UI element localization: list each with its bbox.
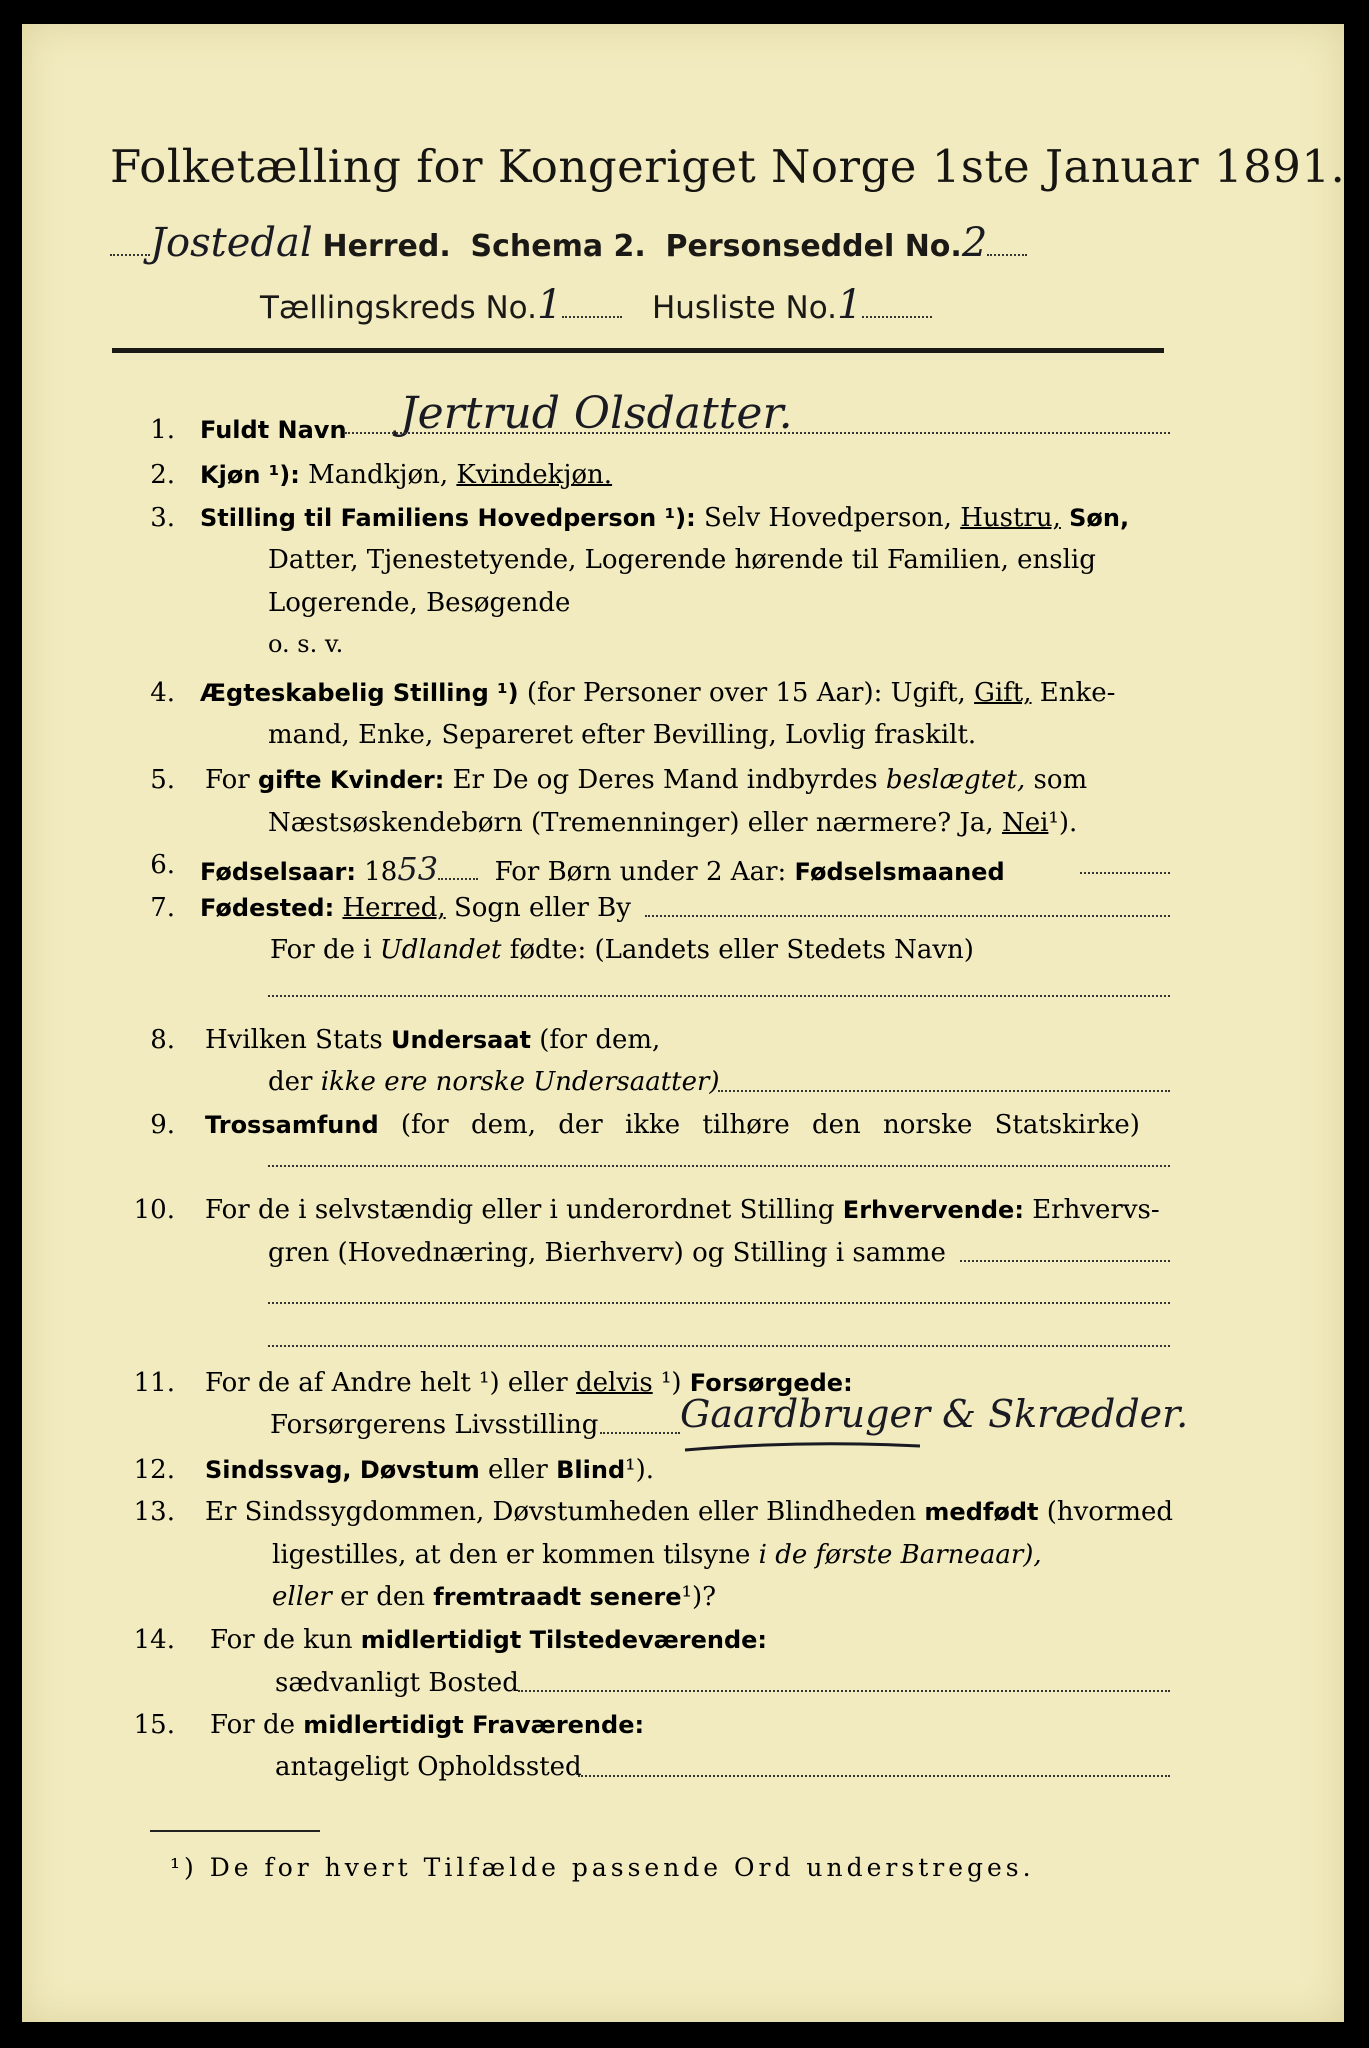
item-12: Sindssvag, Døvstum eller Blind¹).: [205, 1455, 654, 1485]
header-line-3: [260, 282, 932, 328]
birth-year-label: Fødselsaar:: [200, 858, 356, 886]
item-3-line-3: Logerende, Besøgende: [268, 588, 571, 618]
herred-name: Jostedal: [150, 220, 313, 266]
husliste-no: 1: [836, 282, 863, 328]
item-3-number: 3.: [150, 503, 175, 533]
birth-year-value: 53: [397, 850, 439, 888]
full-name-label: Fuldt Navn: [200, 416, 347, 444]
item-15-line-2: antageligt Opholdssted: [275, 1752, 582, 1782]
item-8-line-2: der ikke ere norske Undersaatter): [268, 1067, 720, 1097]
item-10-line-1: For de i selvstændig eller i underordnet Stilling Erhvervende: Erhvervs-: [205, 1195, 1160, 1225]
item-7-line-2: For de i Udlandet fødte: (Landets eller Stedets Navn): [270, 935, 974, 965]
item-5-line-2: Næstsøskendebørn (Tremenninger) eller nærmere? Ja, Nei¹).: [268, 808, 1078, 838]
item-3-line-4: o. s. v.: [268, 630, 344, 658]
gender-label: Kjøn ¹):: [200, 461, 300, 489]
form-title: Folketælling for Kongeriget Norge 1ste Januar 1891.: [110, 140, 1346, 193]
item-2-number: 2.: [150, 460, 175, 490]
kreds-no: 1: [536, 282, 563, 328]
item-13-line-1: Er Sindssygdommen, Døvstumheden eller Blindheden medfødt (hvormed: [205, 1497, 1174, 1527]
item-13-line-3: eller er den fremtraadt senere¹)?: [272, 1582, 717, 1612]
personseddel-label: Personseddel No.: [665, 229, 962, 264]
personseddel-no: 2: [961, 220, 988, 266]
kreds-label: Tællingskreds No.: [260, 290, 537, 326]
item-7-line-1: Fødested: Herred, Sogn eller By: [200, 893, 631, 923]
item-13-number: 13.: [133, 1497, 175, 1527]
birthplace-selected: Herred,: [342, 893, 446, 923]
schema-label: Schema 2.: [470, 229, 646, 264]
family-position-selected: Hustru,: [960, 503, 1061, 533]
item-8-number: 8.: [150, 1025, 175, 1055]
item-13-line-2: ligestilles, at den er kommen tilsyne i de første Barneaar),: [272, 1540, 1042, 1570]
header-rule: [112, 348, 1164, 353]
header-line-2: [110, 220, 1027, 266]
item-4-line-1: Ægteskabelig Stilling ¹) (for Personer over 15 Aar): Ugift, Gift, Enke-: [200, 678, 1116, 708]
footnote: ¹) De for hvert Tilfælde passende Ord understreges.: [170, 1853, 1035, 1882]
item-11-line-2: [270, 1410, 598, 1440]
item-15-number: 15.: [133, 1710, 175, 1740]
handwritten-underline: [680, 1432, 930, 1462]
item-5-line-1: For gifte Kvinder: Er De og Deres Mand indbyrdes beslægtet, som: [205, 765, 1088, 795]
marital-status-label: Ægteskabelig Stilling ¹): [200, 679, 519, 707]
birthplace-label: Fødested:: [200, 894, 335, 922]
religion-label: Trossamfund: [205, 1111, 379, 1139]
item-3-line-1: Stilling til Familiens Hovedperson ¹): Selv Hovedperson, Hustru, Søn,: [200, 503, 1130, 533]
gender-female: Kvindekjøn.: [456, 460, 613, 490]
item-15-line-1: For de midlertidigt Fraværende:: [210, 1710, 645, 1740]
item-7-number: 7.: [150, 893, 175, 923]
item-5-number: 5.: [150, 765, 175, 795]
gender-male: Mandkjøn,: [308, 460, 449, 490]
item-10-line-2: gren (Hovednæring, Bierhverv) og Stilling i samme: [268, 1238, 946, 1268]
item-14-line-2: sædvanligt Bosted: [275, 1668, 519, 1698]
related-answer: Nei: [1001, 808, 1049, 838]
family-position-label: Stilling til Familiens Hovedperson ¹):: [200, 504, 696, 532]
item-1: [200, 415, 347, 445]
item-4-number: 4.: [150, 678, 175, 708]
item-3-line-2: Datter, Tjenestetyende, Logerende hørende til Familien, enslig: [268, 545, 1096, 575]
item-6-number: 6.: [150, 850, 175, 880]
item-11-number: 11.: [133, 1368, 175, 1398]
birth-month-label: Fødselsmaaned: [794, 858, 1005, 886]
item-6: Fødselsaar: 1853 For Børn under 2 Aar: Fødselsmaaned: [200, 850, 1005, 888]
marital-status-selected: Gift,: [974, 678, 1032, 708]
item-9: Trossamfund (for dem, der ikke tilhøre den norske Statskirke): [205, 1110, 1140, 1140]
item-12-number: 12.: [133, 1455, 175, 1485]
item-1-number: 1.: [150, 415, 175, 445]
item-9-number: 9.: [150, 1110, 175, 1140]
husliste-label: Husliste No.: [651, 290, 837, 326]
item-8-line-1: Hvilken Stats Undersaat (for dem,: [205, 1025, 661, 1055]
item-14-number: 14.: [133, 1625, 175, 1655]
item-11-line-1: For de af Andre helt ¹) eller delvis ¹) Forsørgede:: [205, 1368, 853, 1398]
item-4-line-2: mand, Enke, Separeret efter Bevilling, Lovlig fraskilt.: [268, 720, 977, 750]
item-14-line-1: For de kun midlertidigt Tilstedeværende:: [210, 1625, 768, 1655]
footnote-rule: [150, 1830, 320, 1832]
provider-occupation-label: Forsørgerens Livsstilling: [270, 1410, 599, 1440]
item-2: [200, 460, 612, 490]
provider-occupation-value: Gaardbruger & Skrædder.: [680, 1392, 1189, 1436]
full-name-value: Jertrud Olsdatter.: [400, 388, 793, 439]
herred-label: Herred.: [322, 229, 451, 264]
item-10-number: 10.: [133, 1195, 175, 1225]
